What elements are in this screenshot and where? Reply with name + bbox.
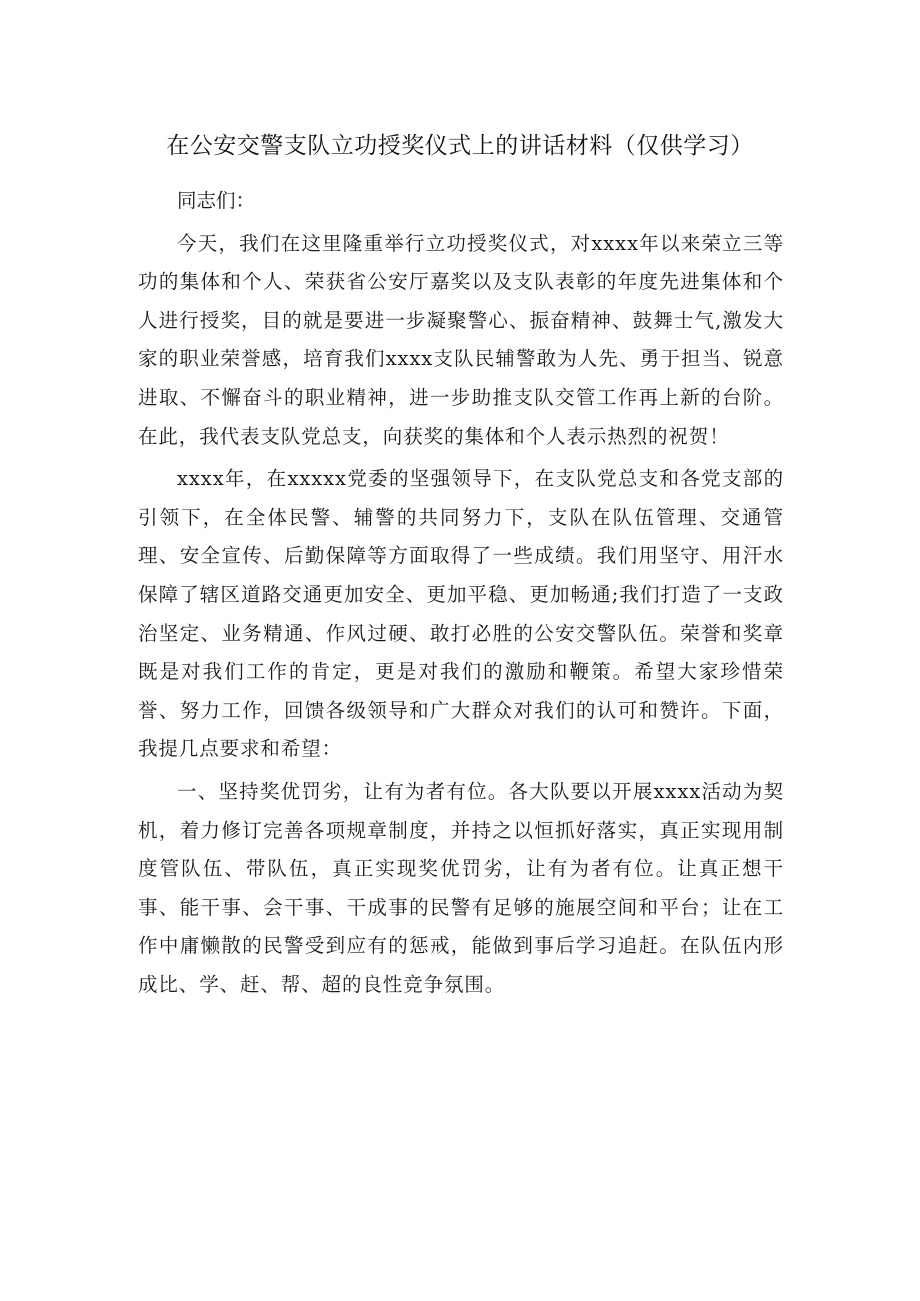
document-body — [138, 182, 784, 1008]
paragraph-requirement-1: 一、坚持奖优罚劣，让有为者有位。各大队要以开展xxxx活动为契机，着力修订完善各项规章制度，并持之以恒抓好落实，真正实现用制度管队伍、带队伍，真正实现奖优罚劣，让有为者有位。让真正想干事、能干事、会干事、干成事的民警有足够的施展空间和平台；让在工作中庸懒散的民警受到应有的惩戒，能做到事后学习追赶。在队伍内形成比、学、赶、帮、超的良性竞争氛围。 — [138, 779, 784, 996]
document-title: 在公安交警支队立功授奖仪式上的讲话材料（仅供学习） — [166, 133, 754, 159]
paragraph-opening: 今天，我们在这里隆重举行立功授奖仪式，对xxxx年以来荣立三等功的集体和个人、荣获省公安厅嘉奖以及支队表彰的年度先进集体和个人进行授奖，目的就是要进一步凝聚警心、振奋精神、鼓舞士气,激发大家的职业荣誉感，培育我们xxxx支队民辅警敢为人先、勇于担当、锐意进取、不懈奋斗的职业精神，进一步助推支队交管工作再上新的台阶。在此，我代表支队党总支，向获奖的集体和个人表示热烈的祝贺！ — [138, 231, 784, 448]
salutation: 同志们： — [177, 189, 256, 212]
paragraph-achievements: xxxx年，在xxxxx党委的坚强领导下，在支队党总支和各党支部的引领下，在全体民警、辅警的共同努力下，支队在队伍管理、交通管理、安全宣传、后勤保障等方面取得了一些成绩。我们用坚守、用汗水保障了辖区道路交通更加安全、更加平稳、更加畅通;我们打造了一支政治坚定、业务精通、作风过硬、敢打必胜的公安交警队伍。荣誉和奖章既是对我们工作的肯定，更是对我们的激励和鞭策。希望大家珍惜荣誉、努力工作，回馈各级领导和广大群众对我们的认可和赞许。下面，我提几点要求和希望： — [138, 467, 784, 761]
